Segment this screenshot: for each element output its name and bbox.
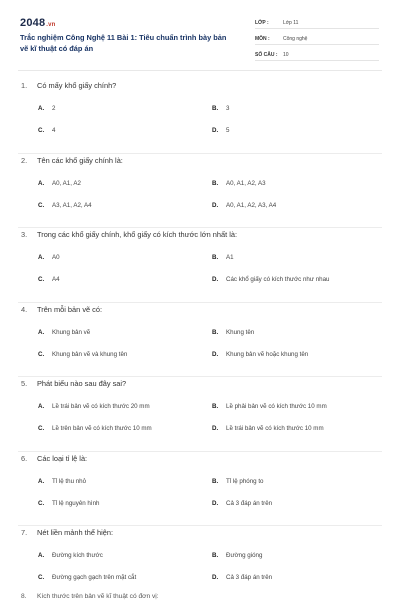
option-letter: B. xyxy=(212,179,219,187)
option-letter: B. xyxy=(212,403,219,410)
answer-option[interactable] xyxy=(212,276,330,283)
answer-option[interactable] xyxy=(212,254,234,261)
option-text: Lề trái bản vẽ có kích thước 10 mm xyxy=(226,425,324,432)
question-list xyxy=(0,79,400,600)
option-text: Khung bản vẽ hoặc khung tên xyxy=(226,350,309,358)
meta-row-count xyxy=(255,47,379,61)
answer-option[interactable] xyxy=(212,329,254,336)
option-text: Khung tên xyxy=(226,328,255,336)
option-letter: D. xyxy=(212,499,219,507)
option-letter: C. xyxy=(38,276,45,283)
option-text: Cả 3 đáp án trên xyxy=(226,499,273,507)
option-letter: D. xyxy=(212,201,219,209)
answer-option[interactable] xyxy=(38,574,136,581)
option-text: Tỉ lệ thu nhỏ xyxy=(52,477,87,485)
option-text: A0, A1, A2, A3, A4 xyxy=(226,201,277,209)
logo-suffix: .vn xyxy=(46,22,56,28)
answer-option[interactable] xyxy=(212,552,262,559)
option-text: A3, A1, A2, A4 xyxy=(52,201,92,209)
option-text: Cả 3 đáp án trên xyxy=(226,574,273,581)
question-text xyxy=(21,81,116,90)
answer-option[interactable] xyxy=(38,127,55,134)
option-letter: B. xyxy=(212,477,219,485)
quiz-meta xyxy=(255,15,379,63)
option-text: A0, A1, A2 xyxy=(52,179,81,187)
question-label: Tên các khổ giấy chính là: xyxy=(37,155,123,165)
option-letter: A. xyxy=(38,179,45,187)
answer-option[interactable] xyxy=(38,425,152,432)
option-letter: A. xyxy=(38,403,45,410)
answer-option[interactable] xyxy=(38,403,150,410)
question-text xyxy=(21,305,102,314)
question-item xyxy=(18,377,382,452)
answer-option[interactable] xyxy=(38,254,60,261)
question-item xyxy=(18,303,382,378)
option-letter: A. xyxy=(38,552,45,559)
question-label: Phát biểu nào sau đây sai? xyxy=(37,379,127,388)
question-label: Các loại tỉ lệ là: xyxy=(37,453,88,463)
option-text: Tỉ lệ nguyên hình xyxy=(52,499,100,507)
option-letter: D. xyxy=(212,127,219,134)
meta-label: SỐ CÂU : xyxy=(255,52,278,58)
question-text xyxy=(21,528,113,537)
meta-label: LỚP : xyxy=(255,20,269,26)
question-number: 2. xyxy=(21,155,28,165)
header-divider xyxy=(18,70,382,71)
answer-option[interactable] xyxy=(212,127,229,134)
answer-option[interactable] xyxy=(212,351,308,358)
option-letter: C. xyxy=(38,201,45,209)
option-text: Lề trái bản vẽ có kích thước 20 mm xyxy=(52,403,150,410)
question-item xyxy=(18,79,382,154)
option-letter: C. xyxy=(38,425,45,432)
question-label: Có mấy khổ giấy chính? xyxy=(37,81,117,90)
meta-value: 10 xyxy=(283,52,289,58)
option-text: Đường kích thước xyxy=(52,552,103,559)
question-item xyxy=(18,526,382,600)
question-number: 7. xyxy=(21,528,28,537)
question-number: 4. xyxy=(21,304,28,314)
meta-value: Lớp 11 xyxy=(283,20,299,26)
answer-option[interactable] xyxy=(212,105,229,112)
question-item xyxy=(18,452,382,527)
option-text: Khung bản vẽ xyxy=(52,328,91,336)
answer-option[interactable] xyxy=(38,552,103,559)
option-text: Lề phải bản vẽ có kích thước 10 mm xyxy=(226,403,327,410)
option-text: Khung bản vẽ và khung tên xyxy=(52,350,128,358)
option-text: 4 xyxy=(52,127,56,134)
option-text: Lề trên bản vẽ có kích thước 10 mm xyxy=(52,425,152,432)
quiz-title: Trắc nghiệm Công Nghệ 11 Bài 1: Tiêu chuẩn trình bày bản vẽ kĩ thuật có đáp án xyxy=(20,33,227,53)
option-letter: A. xyxy=(38,328,45,336)
meta-value: Công nghệ xyxy=(283,36,308,42)
question-text xyxy=(21,156,123,165)
answer-option[interactable] xyxy=(38,500,99,507)
meta-row-class xyxy=(255,15,379,29)
option-letter: A. xyxy=(38,105,45,112)
option-letter: C. xyxy=(38,350,45,358)
option-text: Đường gióng xyxy=(226,552,263,559)
meta-label: MÔN : xyxy=(255,36,270,42)
option-letter: D. xyxy=(212,574,219,581)
option-text: 2 xyxy=(52,105,56,112)
question-number: 8. xyxy=(21,593,27,600)
answer-option[interactable] xyxy=(212,574,272,581)
option-letter: C. xyxy=(38,499,45,507)
option-text: Các khổ giấy có kích thước như nhau xyxy=(226,276,330,283)
question-number: 3. xyxy=(21,230,28,239)
question-label: Trong các khổ giấy chính, khổ giấy có kích thước lớn nhất là: xyxy=(37,230,238,239)
option-letter: B. xyxy=(212,105,219,112)
answer-option[interactable] xyxy=(38,202,92,209)
question-label: Nét liền mảnh thể hiện: xyxy=(37,528,114,537)
question-number: 6. xyxy=(21,453,28,463)
question-item xyxy=(18,228,382,303)
answer-option[interactable] xyxy=(212,425,324,432)
answer-option[interactable] xyxy=(38,351,127,358)
answer-option[interactable] xyxy=(212,478,264,485)
option-letter: D. xyxy=(212,350,219,358)
meta-row-subject xyxy=(255,31,379,45)
option-text: A1 xyxy=(226,254,234,261)
option-text: Tỉ lệ phóng to xyxy=(226,477,264,485)
answer-option[interactable] xyxy=(38,329,90,336)
option-letter: A. xyxy=(38,254,45,261)
option-letter: A. xyxy=(38,477,45,485)
answer-option[interactable] xyxy=(38,180,81,187)
page-header xyxy=(0,0,400,66)
option-text: A0 xyxy=(52,254,60,261)
option-text: A0, A1, A2, A3 xyxy=(226,179,266,187)
option-letter: B. xyxy=(212,552,219,559)
question-number: 1. xyxy=(21,81,28,90)
question-item xyxy=(18,154,382,229)
option-text: 5 xyxy=(226,127,230,134)
option-text: 3 xyxy=(226,105,230,112)
question-label: Trên mỗi bản vẽ có: xyxy=(37,304,103,314)
question-text xyxy=(21,379,126,388)
option-text: Đường gạch gạch trên mặt cắt xyxy=(52,574,137,581)
option-letter: D. xyxy=(212,276,219,283)
answer-option[interactable] xyxy=(212,403,327,410)
logo-main: 2048 xyxy=(20,17,46,29)
answer-option[interactable] xyxy=(38,105,55,112)
option-letter: C. xyxy=(38,127,45,134)
option-letter: B. xyxy=(212,328,219,336)
option-letter: D. xyxy=(212,425,219,432)
question-text xyxy=(21,230,237,239)
option-text: A4 xyxy=(52,276,60,283)
question-label: Kích thước trên bản vẽ kĩ thuật có đơn vị: xyxy=(37,593,159,600)
question-text-partial xyxy=(21,593,159,600)
option-letter: C. xyxy=(38,574,45,581)
answer-option[interactable] xyxy=(38,478,86,485)
answer-option[interactable] xyxy=(212,202,276,209)
answer-option[interactable] xyxy=(212,500,272,507)
question-number: 5. xyxy=(21,379,28,388)
option-letter: B. xyxy=(212,254,219,261)
site-logo[interactable] xyxy=(20,17,56,29)
answer-option[interactable] xyxy=(212,180,266,187)
answer-option[interactable] xyxy=(38,276,60,283)
question-text xyxy=(21,454,87,463)
